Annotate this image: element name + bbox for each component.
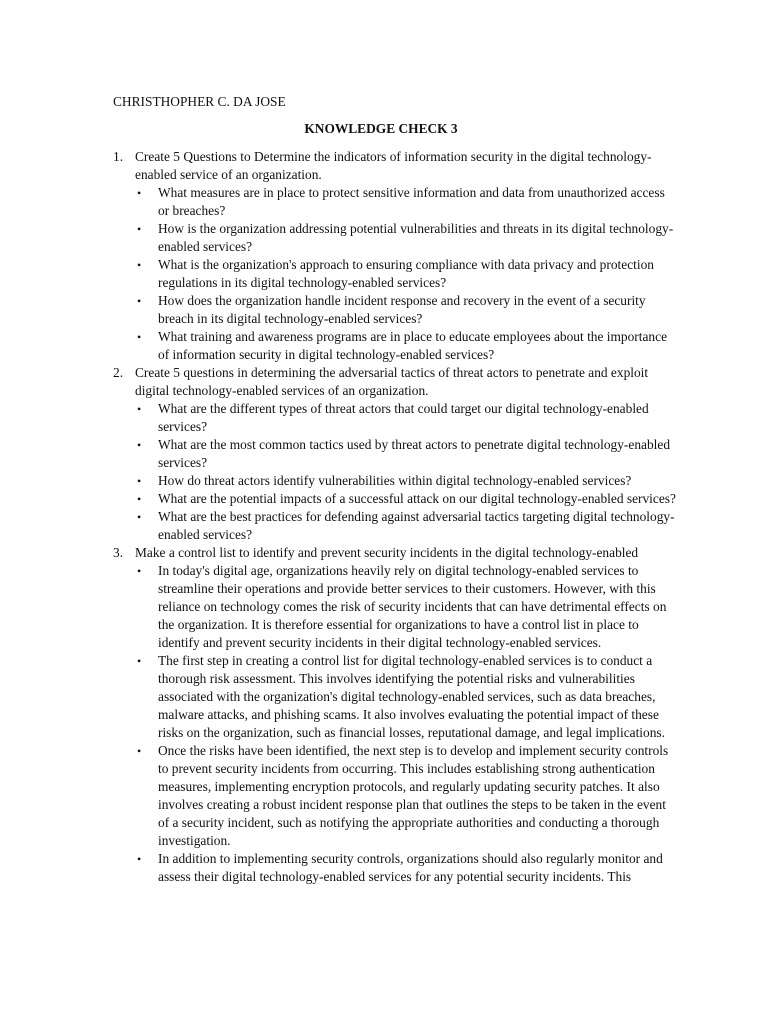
list-item [135,508,676,544]
list-item-text: What are the best practices for defending against adversarial tactics targeting digital technology-enabled services? [158,509,675,542]
bullet-icon: • [137,330,142,344]
list-item-text: What are the potential impacts of a successful attack on our digital technology-enabled services? [158,491,676,506]
bullet-icon: • [137,744,142,758]
list-item [135,850,676,886]
list-item-text: How do threat actors identify vulnerabilities within digital technology-enabled services? [158,473,632,488]
list-item-text: How is the organization addressing potential vulnerabilities and threats in its digital technology-enabled services? [158,221,674,254]
author-name: CHRISTHOPHER C. DA JOSE [113,94,286,109]
list-item [135,292,676,328]
list-item-text: What training and awareness programs are in place to educate employees about the importance of information security in digital technology-enabled services? [158,329,668,362]
question-item-1 [0,148,675,364]
list-item-text: How does the organization handle incident response and recovery in the event of a security breach in its digital technology-enabled services? [158,293,646,326]
bullet-icon: • [137,402,142,416]
question-item-2 [0,364,675,544]
question-item-3 [0,544,675,886]
bullet-icon: • [137,492,142,506]
question-number: 1. [113,149,124,164]
list-item [135,742,676,850]
list-item [135,184,676,220]
question-list [0,148,768,886]
bullet-icon: • [137,474,142,488]
list-item [135,256,676,292]
list-item-text: In addition to implementing security controls, organizations should also regularly monitor and assess their digital technology-enabled services for any potential security incidents. This [158,851,663,884]
list-item-text: What measures are in place to protect sensitive information and data from unauthorized access or breaches? [158,185,665,218]
question-text: Make a control list to identify and prevent security incidents in the digital technology-enabled [135,545,639,560]
list-item-text: Once the risks have been identified, the next step is to develop and implement security controls to prevent security incidents from occurring. This includes establishing strong authentication measures, implementing encryption protocols, and regularly updating security patches. It also involves creating a robust incident response plan that outlines the steps to be taken in the event of a security incident, such as notifying the appropriate authorities and conducting a thorough investigation. [158,743,669,848]
list-item [135,652,676,742]
bullet-icon: • [137,564,142,578]
question-text: Create 5 Questions to Determine the indicators of information security in the digital technology-enabled service of an organization. [135,149,652,182]
question-number: 3. [113,545,124,560]
page-title: KNOWLEDGE CHECK 3 [304,121,458,136]
list-item [135,328,676,364]
list-item-text: What is the organization's approach to ensuring compliance with data privacy and protection regulations in its digital technology-enabled services? [158,257,654,290]
list-item-text: In today's digital age, organizations heavily rely on digital technology-enabled services to streamline their operations and provide better services to their customers. However, with this reliance on technology comes the risk of security incidents that can have detrimental effects on the organization. It is therefore essential for organizations to have a control list in place to identify and prevent security incidents in their digital technology-enabled services. [158,563,667,650]
bullet-icon: • [137,186,142,200]
list-item-text: The first step in creating a control list for digital technology-enabled services is to conduct a thorough risk assessment. This involves identifying the potential risks and vulnerabilities associated with the organization's digital technology-enabled services, such as data breaches, malware attacks, and phishing scams. It also involves evaluating the potential impact of these risks on the organization, such as financial losses, reputational damage, and legal implications. [158,653,665,740]
list-item-text: What are the most common tactics used by threat actors to penetrate digital technology-enabled services? [158,437,671,470]
answer-list [135,184,675,364]
list-item [135,436,676,472]
bullet-icon: • [137,654,142,668]
question-text: Create 5 questions in determining the adversarial tactics of threat actors to penetrate and exploit digital technology-enabled services of an organization. [135,365,649,398]
answer-list [135,400,675,544]
question-number: 2. [113,365,124,380]
list-item [135,490,676,508]
list-item [135,562,676,652]
bullet-icon: • [137,510,142,524]
bullet-icon: • [137,294,142,308]
list-item [135,472,676,490]
bullet-icon: • [137,222,142,236]
bullet-icon: • [137,438,142,452]
answer-list [135,562,675,886]
bullet-icon: • [137,852,142,866]
bullet-icon: • [137,258,142,272]
list-item [135,400,676,436]
list-item [135,220,676,256]
list-item-text: What are the different types of threat actors that could target our digital technology-enabled services? [158,401,649,434]
